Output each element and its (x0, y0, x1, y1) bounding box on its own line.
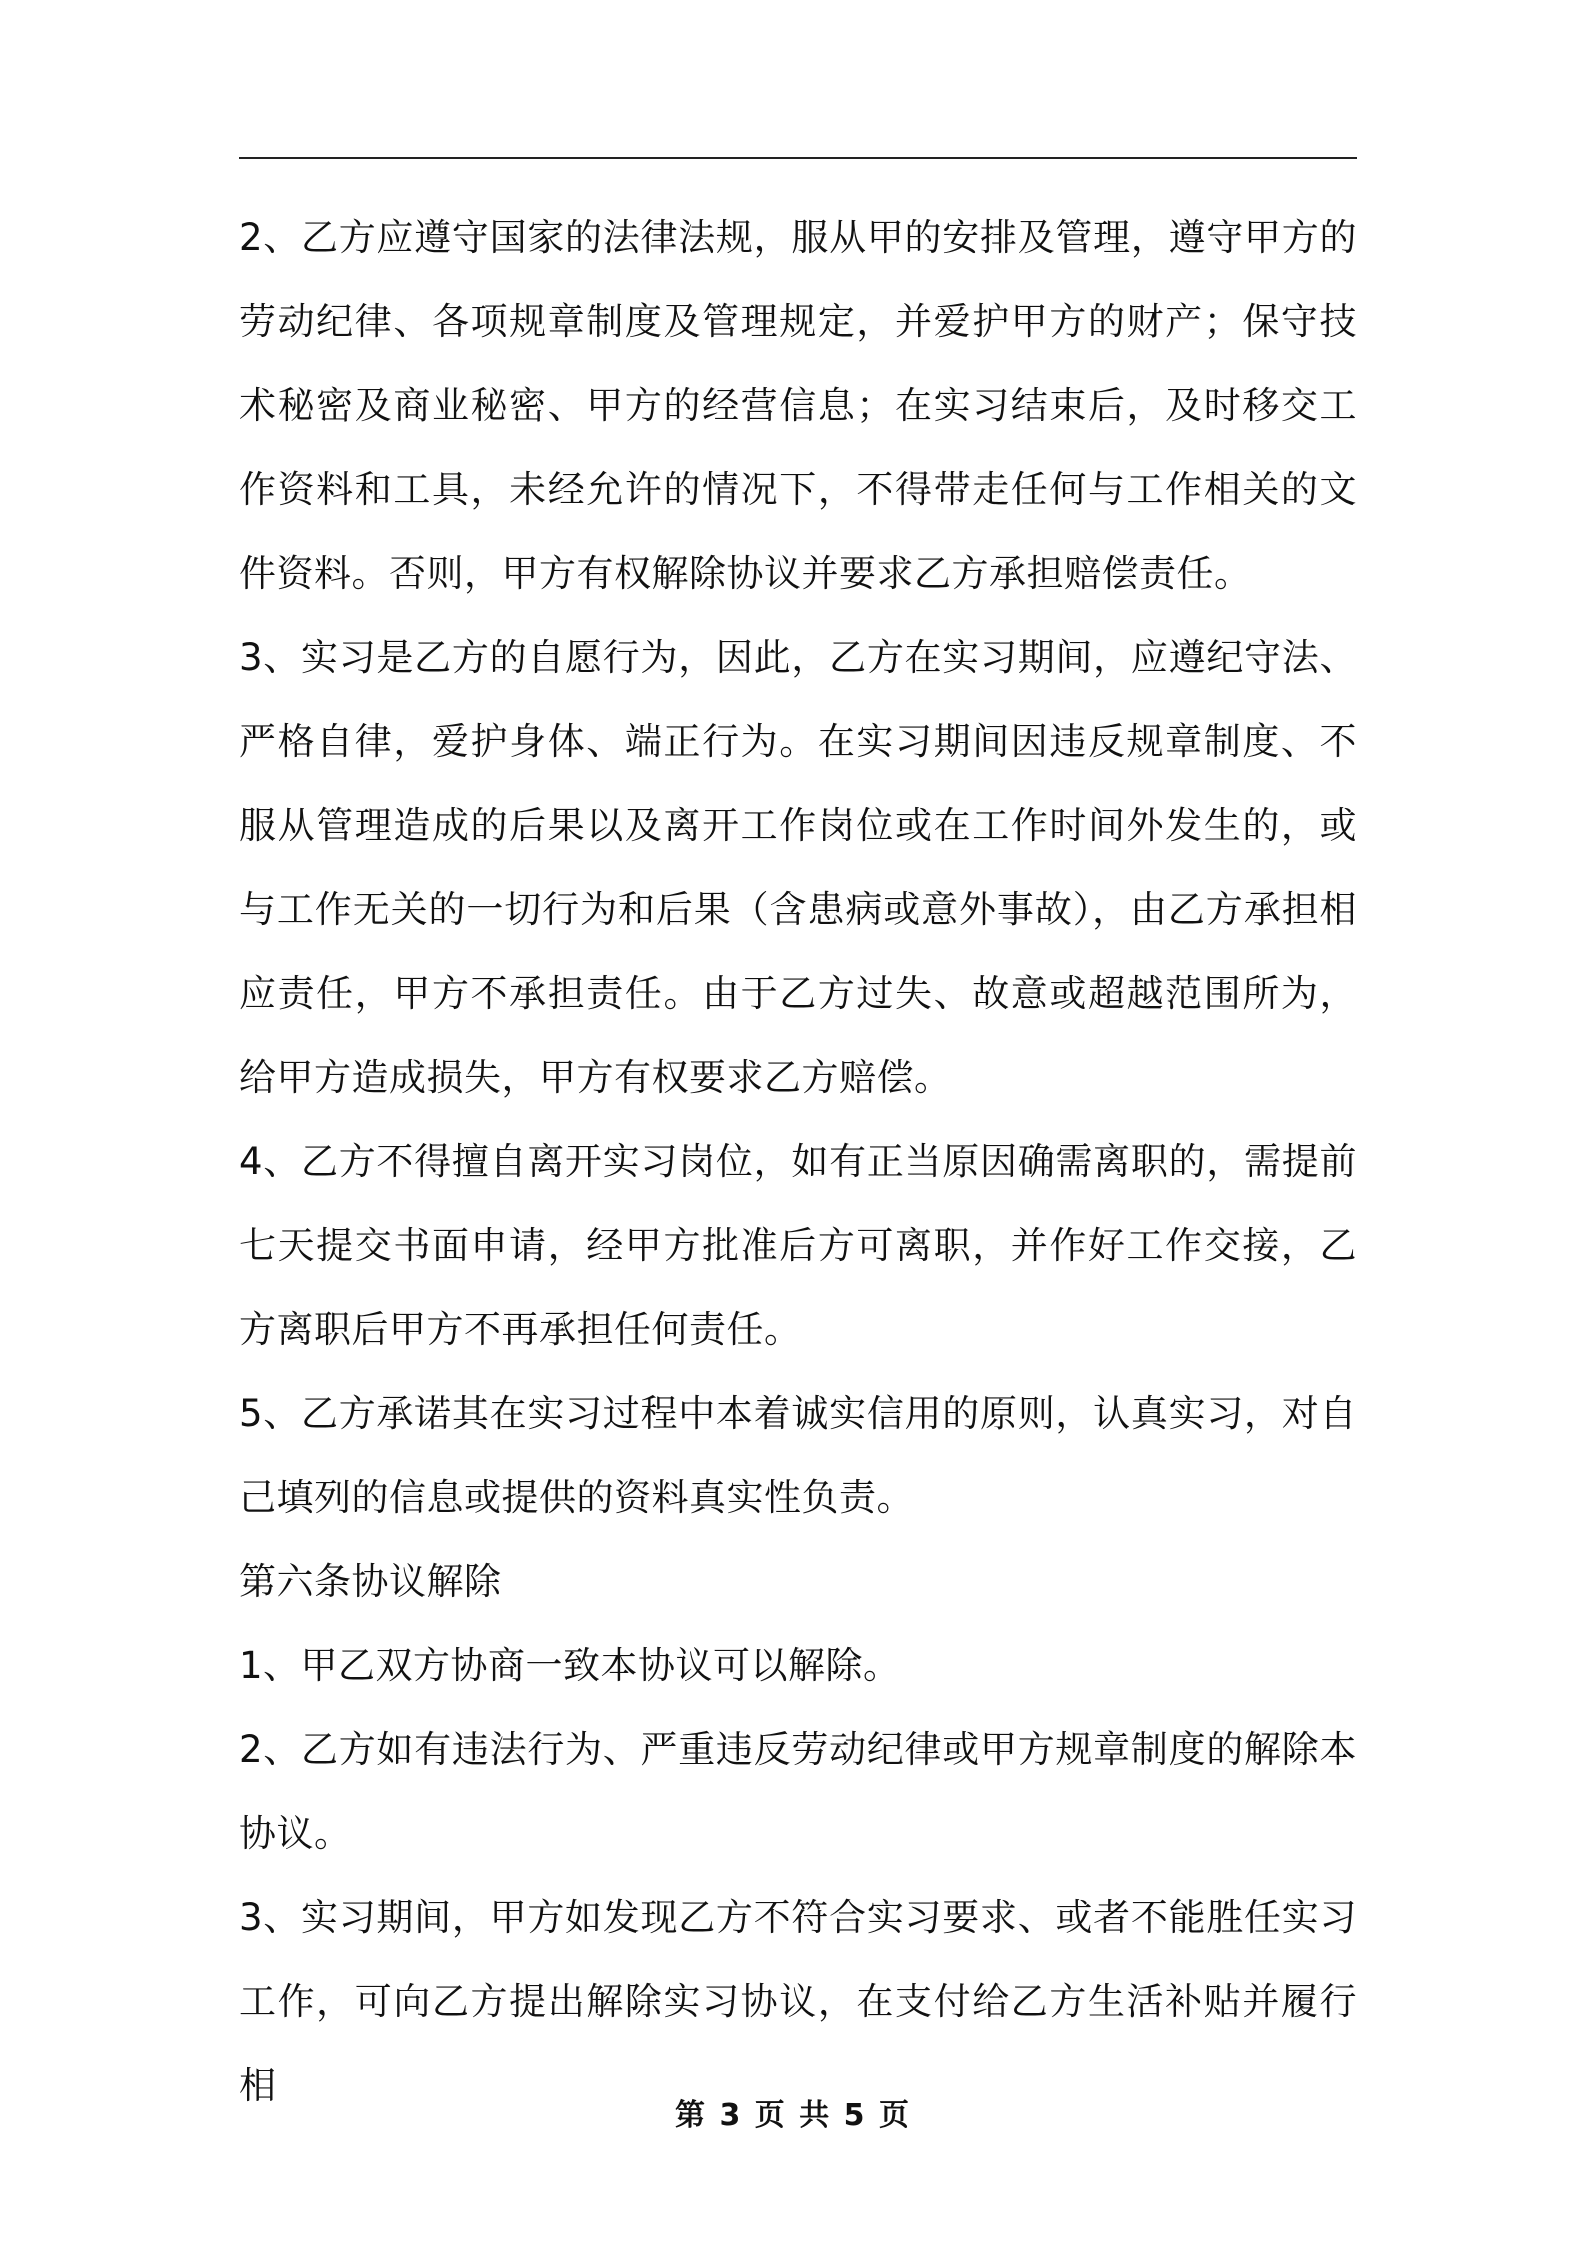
clause-3-responsibility: 3、实习是乙方的自愿行为，因此，乙方在实习期间，应遵纪守法、严格自律，爱护身体、端正行为。在实习期间因违反规章制度、不服从管理造成的后果以及离开工作岗位或在工作时间外发生的，或与工作无关的一切行为和后果（含患病或意外事故），由乙方承担相应责任，甲方不承担责任。由于乙方过失、故意或超越范围所为，给甲方造成损失，甲方有权要求乙方赔偿。 (239, 636, 1357, 1099)
clause-2-obligations: 2、乙方应遵守国家的法律法规，服从甲的安排及管理，遵守甲方的劳动纪律、各项规章制度及管理规定，并爱护甲方的财产；保守技术秘密及商业秘密、甲方的经营信息；在实习结束后，及时移交工作资料和工具，未经允许的情况下，不得带走任何与工作相关的文件资料。否则，甲方有权解除协议并要求乙方承担赔偿责任。 (239, 216, 1357, 595)
termination-clause-3: 3、实习期间，甲方如发现乙方不符合实习要求、或者不能胜任实习工作，可向乙方提出解除实习协议，在支付给乙方生活补贴并履行相 (239, 1896, 1357, 2107)
section-heading-termination: 第六条协议解除 (239, 1560, 502, 1603)
clause-5-honesty: 5、乙方承诺其在实习过程中本着诚实信用的原则，认真实习，对自己填列的信息或提供的资料真实性负责。 (239, 1392, 1357, 1519)
termination-clause-2: 2、乙方如有违法行为、严重违反劳动纪律或甲方规章制度的解除本协议。 (239, 1728, 1357, 1855)
page-number-footer: 第 3 页 共 5 页 (675, 2098, 911, 2133)
clause-4-resignation: 4、乙方不得擅自离开实习岗位，如有正当原因确需离职的，需提前七天提交书面申请，经甲方批准后方可离职，并作好工作交接，乙方离职后甲方不再承担任何责任。 (239, 1140, 1357, 1351)
document-body (239, 196, 1357, 2128)
header-divider (239, 157, 1357, 159)
termination-clause-1: 1、甲乙双方协商一致本协议可以解除。 (239, 1644, 901, 1687)
